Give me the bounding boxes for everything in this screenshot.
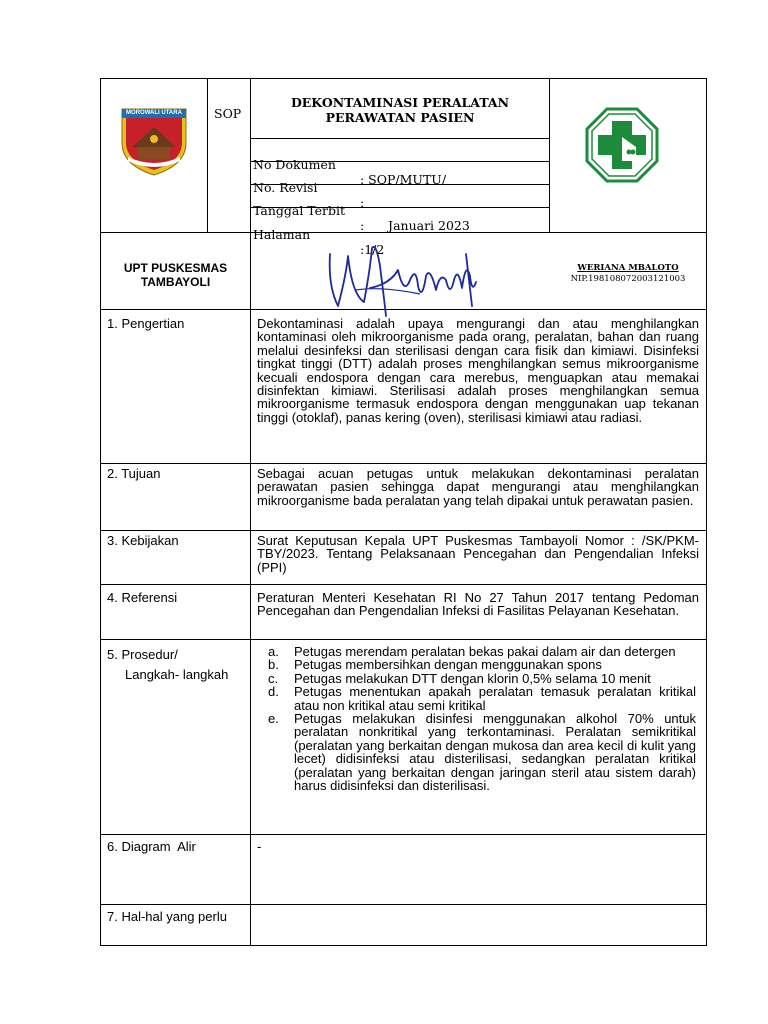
step-marker: a.	[268, 644, 279, 659]
district-logo-text: MOROWALI UTARA	[126, 110, 182, 116]
step-marker: b.	[268, 657, 279, 673]
meta-row-halaman	[253, 212, 385, 257]
meta-label: No Dokumen	[253, 157, 336, 172]
meta-value: :	[360, 195, 365, 210]
section-text-tujuan: Sebagai acuan petugas untuk melakukan dekontaminasi peralatan perawatan pasien sehingga dapat mengurangi atau menghilangkan mikroorganisme bada peralatan yang telah dipakai untuk perawatan pasien.	[257, 466, 699, 508]
signer-nip: NIP.198108072003121003	[570, 274, 686, 284]
section-text-kebijakan: Surat Keputusan Kepala UPT Puskesmas Tambayoli Nomor : /SK/PKM-TBY/2023. Tentang Pelaksanaan Pencegahan dan Pengendalian Infeksi (PPI)	[257, 533, 699, 575]
section-label-diagram-alir: 6. Diagram Alir	[107, 839, 196, 854]
step-text: Petugas merendam peralatan bekas pakai dalam air dan detergen	[294, 644, 676, 659]
section-label-pengertian: 1. Pengertian	[107, 316, 185, 331]
procedure-step	[254, 672, 696, 685]
step-text: Petugas melakukan disinfesi menggunakan alkohol 70% untuk peralatan nonkritikal yang terkontaminasi. Peralatan semikritikal (peralatan yang berkaitan dengan mukosa dan area kecil di kulit yang lecet) didisinfeksi atau disterilisasi, sedangkan peralatan kritikal (peralatan yang berkaitan dengan jaringan steril atau sistem darah) harus didisinfeksi dan disterilisasi.	[294, 711, 696, 794]
step-marker: e.	[268, 711, 279, 727]
organization-name-line2: TAMBAYOLI	[140, 275, 211, 289]
section-label-prosedur-line1: 5. Prosedur/	[107, 647, 178, 662]
meta-label: No. Revisi	[253, 180, 318, 195]
procedure-step	[254, 712, 696, 792]
meta-value: : Januari 2023	[360, 218, 470, 233]
step-text: Petugas membersihkan dengan menggunakan spons	[294, 657, 602, 673]
step-marker: d.	[268, 684, 279, 700]
section-text-referensi: Peraturan Menteri Kesehatan RI No 27 Tahun 2017 tentang Pedoman Pencegahan dan Pengendalian Infeksi di Fasilitas Pelayanan Kesehatan.	[257, 590, 699, 619]
organization-name-line1: UPT PUSKESMAS	[123, 261, 228, 275]
section-label-prosedur-line2: Langkah- langkah	[125, 667, 229, 682]
section-label-referensi: 4. Referensi	[107, 590, 178, 605]
step-marker: c.	[268, 670, 279, 686]
signer-block	[550, 263, 706, 285]
section-label-prosedur	[107, 645, 228, 685]
section-text-pengertian: Dekontaminasi adalah upaya mengurangi dan atau menghilangkan kontaminasi oleh mikroorganisme pada orang, peralatan, bahan dan ruang melalui desinfeksi dan sterilisasi dengan cara fisik dan kimiawi. Disinfeksi tingkat tinggi (DTT) adalah proses menghilangkan semus mikroorganisme kecuali endospora dengan cara merebus, menguapkan atau memakai disinfektan kimiawi. Sterilisasi adalah proses menghilangkan semua mikroorganisme termasuk endospora dengan menggunakan uap tekanan tinggi (otoklaf), panas kering (oven), sterilisasi kimiawi atau radiasi.	[257, 316, 699, 425]
procedure-step	[254, 658, 696, 671]
meta-label: Halaman	[253, 227, 311, 242]
section-label-kebijakan: 3. Kebijakan	[107, 533, 179, 548]
step-text: Petugas melakukan DTT dengan klorin 0,5% selama 10 menit	[294, 670, 651, 686]
signer-name: WERIANA MBALOTO	[577, 263, 679, 273]
section-label-hal-hal: 7. Hal-hal yang perlu	[107, 909, 227, 924]
section-label-tujuan: 2. Tujuan	[107, 466, 161, 481]
step-text: Petugas menentukan apakah peralatan temasuk peralatan kritikal atau non kritikal atau semi kritikal	[294, 684, 696, 713]
section-text-diagram-alir: -	[257, 839, 262, 854]
document-title	[251, 95, 549, 125]
meta-label: Tanggal Terbit	[253, 203, 346, 218]
procedure-step	[254, 645, 696, 658]
document-title-line2: PERAWATAN PASIEN	[325, 110, 475, 125]
sop-label: SOP	[214, 106, 242, 121]
document-title-line1: DEKONTAMINASI PERALATAN	[290, 95, 510, 110]
procedure-step	[254, 685, 696, 712]
puskesmas-logo	[585, 107, 659, 183]
meta-value: : SOP/MUTU/	[360, 172, 447, 187]
organization-name	[101, 261, 250, 289]
puskesmas-cross-icon	[585, 107, 659, 183]
meta-value: :1/2	[360, 242, 385, 257]
procedure-steps	[254, 645, 696, 792]
